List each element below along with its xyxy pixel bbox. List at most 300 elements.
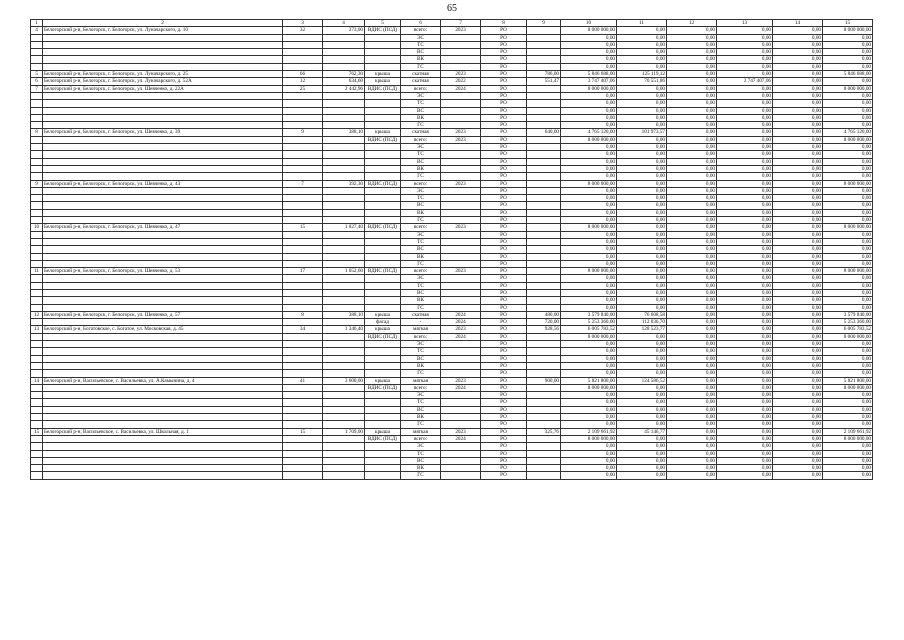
cell-col-4 [323, 472, 365, 479]
table-row [31, 457, 873, 464]
cell-col-12: 0,00 [667, 180, 717, 187]
cell-col-12: 0,00 [667, 144, 717, 151]
cell-col-2 [43, 217, 283, 224]
cell-col-4 [323, 399, 365, 406]
cell-col-9 [527, 180, 561, 187]
cell-col-10: 0,00 [561, 457, 617, 464]
cell-col-2: Белогорский р-н, Белогорск, г. Белогорск, ул. Шевченко, д. 43 [43, 180, 283, 187]
cell-col-5: ВДИС (ПСД) [365, 435, 401, 442]
table-row [31, 71, 873, 78]
cell-col-9 [527, 195, 561, 202]
cell-col-3: 41 [283, 377, 323, 384]
cell-col-4 [323, 246, 365, 253]
cell-col-3 [283, 202, 323, 209]
cell-col-3 [283, 443, 323, 450]
cell-col-7 [441, 158, 481, 165]
cell-col-12: 0,00 [667, 435, 717, 442]
cell-col-9: 480,00 [527, 311, 561, 318]
cell-col-7: 2023 [441, 224, 481, 231]
table-row [31, 231, 873, 238]
cell-col-9 [527, 92, 561, 99]
cell-col-14: 0,00 [773, 297, 823, 304]
cell-col-1: 10 [31, 224, 43, 231]
cell-col-15: 8 000 000,00 [823, 224, 873, 231]
table-row [31, 304, 873, 311]
cell-col-8: РО [481, 282, 527, 289]
cell-col-5: крыша [365, 428, 401, 435]
cell-col-15: 0,00 [823, 362, 873, 369]
cell-col-2 [43, 49, 283, 56]
cell-col-7: 2024 [441, 384, 481, 391]
cell-col-15: 8 000 000,00 [823, 85, 873, 92]
cell-col-14: 0,00 [773, 457, 823, 464]
cell-col-2 [43, 202, 283, 209]
cell-col-4 [323, 304, 365, 311]
cell-col-4 [323, 41, 365, 48]
cell-col-9 [527, 275, 561, 282]
cell-col-3 [283, 195, 323, 202]
table-row [31, 377, 873, 384]
cell-col-8: РО [481, 100, 527, 107]
cell-col-7: 2023 [441, 27, 481, 34]
cell-col-6: ЭС [401, 443, 441, 450]
cell-col-7 [441, 151, 481, 158]
cell-col-3 [283, 246, 323, 253]
cell-col-12: 0,00 [667, 100, 717, 107]
cell-col-9 [527, 435, 561, 442]
cell-col-4 [323, 275, 365, 282]
cell-col-6: ЭС [401, 144, 441, 151]
cell-col-13: 0,00 [717, 114, 773, 121]
cell-col-14: 0,00 [773, 253, 823, 260]
cell-col-3 [283, 450, 323, 457]
cell-col-9 [527, 173, 561, 180]
cell-col-10: 0,00 [561, 231, 617, 238]
cell-col-10: 0,00 [561, 49, 617, 56]
cell-col-13: 0,00 [717, 450, 773, 457]
cell-col-3 [283, 56, 323, 63]
cell-col-14: 0,00 [773, 392, 823, 399]
cell-col-7: 2023 [441, 428, 481, 435]
cell-col-13: 0,00 [717, 333, 773, 340]
cell-col-9 [527, 260, 561, 267]
cell-col-12: 0,00 [667, 348, 717, 355]
column-number-1: 1 [31, 20, 43, 27]
table-row [31, 49, 873, 56]
cell-col-15: 0,00 [823, 238, 873, 245]
table-row [31, 370, 873, 377]
cell-col-8: РО [481, 144, 527, 151]
cell-col-12: 0,00 [667, 202, 717, 209]
cell-col-11: 0,00 [617, 348, 667, 355]
cell-col-14: 0,00 [773, 289, 823, 296]
cell-col-8: РО [481, 399, 527, 406]
cell-col-1 [31, 122, 43, 129]
cell-col-14: 0,00 [773, 355, 823, 362]
cell-col-5 [365, 231, 401, 238]
cell-col-2 [43, 122, 283, 129]
cell-col-3: 7 [283, 180, 323, 187]
cell-col-15: 0,00 [823, 187, 873, 194]
cell-col-13: 0,00 [717, 144, 773, 151]
table-row [31, 165, 873, 172]
cell-col-12: 0,00 [667, 27, 717, 34]
cell-col-2 [43, 187, 283, 194]
cell-col-8: РО [481, 63, 527, 70]
cell-col-10: 3 747 407,06 [561, 78, 617, 85]
cell-col-6: скатная [401, 71, 441, 78]
cell-col-13: 0,00 [717, 165, 773, 172]
cell-col-6: ВС [401, 158, 441, 165]
cell-col-8: РО [481, 92, 527, 99]
table-row [31, 268, 873, 275]
cell-col-12: 0,00 [667, 297, 717, 304]
cell-col-15: 0,00 [823, 472, 873, 479]
cell-col-12: 0,00 [667, 209, 717, 216]
cell-col-15: 0,00 [823, 92, 873, 99]
cell-col-9 [527, 443, 561, 450]
table-row [31, 246, 873, 253]
cell-col-13: 0,00 [717, 56, 773, 63]
cell-col-4 [323, 457, 365, 464]
cell-col-15: 0,00 [823, 399, 873, 406]
cell-col-8: РО [481, 435, 527, 442]
cell-col-15: 0,00 [823, 49, 873, 56]
cell-col-4 [323, 297, 365, 304]
cell-col-3: 25 [283, 85, 323, 92]
cell-col-1 [31, 49, 43, 56]
cell-col-9 [527, 384, 561, 391]
cell-col-10: 0,00 [561, 34, 617, 41]
cell-col-12: 0,00 [667, 49, 717, 56]
cell-col-15: 0,00 [823, 231, 873, 238]
cell-col-12: 0,00 [667, 333, 717, 340]
cell-col-9 [527, 362, 561, 369]
cell-col-11: 0,00 [617, 362, 667, 369]
cell-col-12: 0,00 [667, 341, 717, 348]
cell-col-3 [283, 457, 323, 464]
cell-col-5 [365, 144, 401, 151]
cell-col-15: 8 000 000,00 [823, 268, 873, 275]
cell-col-7 [441, 450, 481, 457]
cell-col-2 [43, 472, 283, 479]
cell-col-11: 0,00 [617, 107, 667, 114]
table-row [31, 238, 873, 245]
cell-col-3 [283, 209, 323, 216]
cell-col-1 [31, 165, 43, 172]
cell-col-8: РО [481, 465, 527, 472]
cell-col-8: РО [481, 421, 527, 428]
table-row [31, 224, 873, 231]
cell-col-11: 128 523,77 [617, 326, 667, 333]
cell-col-7: 2023 [441, 377, 481, 384]
column-number-9: 9 [527, 20, 561, 27]
cell-col-9 [527, 187, 561, 194]
cell-col-7 [441, 370, 481, 377]
cell-col-12: 0,00 [667, 355, 717, 362]
cell-col-6: ВС [401, 49, 441, 56]
cell-col-11: 0,00 [617, 92, 667, 99]
cell-col-1 [31, 304, 43, 311]
cell-col-7 [441, 41, 481, 48]
cell-col-3 [283, 472, 323, 479]
cell-col-13: 0,00 [717, 435, 773, 442]
cell-col-4 [323, 333, 365, 340]
cell-col-13: 0,00 [717, 311, 773, 318]
table-row [31, 63, 873, 70]
cell-col-4 [323, 362, 365, 369]
cell-col-9: 900,00 [527, 377, 561, 384]
cell-col-15: 0,00 [823, 414, 873, 421]
cell-col-1: 6 [31, 78, 43, 85]
cell-col-1: 4 [31, 27, 43, 34]
cell-col-14: 0,00 [773, 421, 823, 428]
cell-col-7 [441, 472, 481, 479]
cell-col-7 [441, 202, 481, 209]
cell-col-11: 0,00 [617, 457, 667, 464]
cell-col-14: 0,00 [773, 384, 823, 391]
table-row [31, 428, 873, 435]
cell-col-12: 0,00 [667, 289, 717, 296]
cell-col-5 [365, 406, 401, 413]
cell-col-6: ЭС [401, 231, 441, 238]
cell-col-13: 0,00 [717, 34, 773, 41]
cell-col-2 [43, 435, 283, 442]
cell-col-4: 762,30 [323, 71, 365, 78]
cell-col-13: 0,00 [717, 406, 773, 413]
cell-col-13: 0,00 [717, 304, 773, 311]
cell-col-6: скатная [401, 311, 441, 318]
cell-col-8: РО [481, 107, 527, 114]
cell-col-7 [441, 165, 481, 172]
cell-col-15: 0,00 [823, 348, 873, 355]
cell-col-1 [31, 107, 43, 114]
cell-col-9 [527, 406, 561, 413]
cell-col-11: 0,00 [617, 333, 667, 340]
cell-col-10: 0,00 [561, 165, 617, 172]
cell-col-2 [43, 56, 283, 63]
cell-col-2 [43, 333, 283, 340]
cell-col-12: 0,00 [667, 414, 717, 421]
cell-col-12: 0,00 [667, 472, 717, 479]
cell-col-6: ТС [401, 100, 441, 107]
cell-col-14: 0,00 [773, 224, 823, 231]
cell-col-10: 4 765 120,00 [561, 129, 617, 136]
cell-col-5 [365, 92, 401, 99]
cell-col-5 [365, 56, 401, 63]
cell-col-1: 9 [31, 180, 43, 187]
column-number-10: 10 [561, 20, 617, 27]
cell-col-10: 0,00 [561, 355, 617, 362]
cell-col-9 [527, 224, 561, 231]
cell-col-1 [31, 246, 43, 253]
cell-col-1 [31, 195, 43, 202]
cell-col-7 [441, 399, 481, 406]
table-header [31, 20, 873, 27]
cell-col-14: 0,00 [773, 238, 823, 245]
cell-col-10: 5 846 688,00 [561, 71, 617, 78]
cell-col-1 [31, 319, 43, 326]
cell-col-2 [43, 158, 283, 165]
cell-col-10: 0,00 [561, 472, 617, 479]
cell-col-10: 0,00 [561, 122, 617, 129]
cell-col-5 [365, 260, 401, 267]
cell-col-13: 0,00 [717, 428, 773, 435]
cell-col-15: 0,00 [823, 260, 873, 267]
cell-col-8: РО [481, 158, 527, 165]
cell-col-11: 0,00 [617, 297, 667, 304]
cell-col-13: 0,00 [717, 92, 773, 99]
cell-col-4 [323, 435, 365, 442]
cell-col-10: 0,00 [561, 399, 617, 406]
cell-col-12: 0,00 [667, 282, 717, 289]
cell-col-9 [527, 122, 561, 129]
cell-col-12: 0,00 [667, 253, 717, 260]
cell-col-8: РО [481, 377, 527, 384]
cell-col-4 [323, 173, 365, 180]
cell-col-6: ГС [401, 304, 441, 311]
cell-col-13: 0,00 [717, 246, 773, 253]
column-number-5: 5 [365, 20, 401, 27]
cell-col-13: 0,00 [717, 362, 773, 369]
cell-col-10: 0,00 [561, 392, 617, 399]
column-number-7: 7 [441, 20, 481, 27]
cell-col-13: 0,00 [717, 443, 773, 450]
cell-col-14: 0,00 [773, 406, 823, 413]
cell-col-15: 0,00 [823, 304, 873, 311]
cell-col-14: 0,00 [773, 319, 823, 326]
cell-col-3: 15 [283, 224, 323, 231]
cell-col-11: 0,00 [617, 443, 667, 450]
cell-col-11: 124 586,52 [617, 377, 667, 384]
cell-col-8: РО [481, 384, 527, 391]
cell-col-15: 0,00 [823, 341, 873, 348]
cell-col-1 [31, 209, 43, 216]
cell-col-1 [31, 238, 43, 245]
cell-col-14: 0,00 [773, 414, 823, 421]
cell-col-13: 0,00 [717, 319, 773, 326]
cell-col-5 [365, 289, 401, 296]
cell-col-8: РО [481, 392, 527, 399]
table-row [31, 209, 873, 216]
cell-col-10: 0,00 [561, 348, 617, 355]
cell-col-1 [31, 144, 43, 151]
cell-col-14: 0,00 [773, 158, 823, 165]
cell-col-3 [283, 355, 323, 362]
cell-col-1 [31, 187, 43, 194]
cell-col-1: 11 [31, 268, 43, 275]
cell-col-6: ТС [401, 282, 441, 289]
table-row [31, 333, 873, 340]
cell-col-2 [43, 297, 283, 304]
cell-col-13: 3 747 407,06 [717, 78, 773, 85]
cell-col-4 [323, 421, 365, 428]
cell-col-7 [441, 362, 481, 369]
cell-col-15: 0,00 [823, 217, 873, 224]
cell-col-15: 8 000 000,00 [823, 435, 873, 442]
cell-col-13: 0,00 [717, 63, 773, 70]
table-row [31, 100, 873, 107]
cell-col-6: ВК [401, 414, 441, 421]
cell-col-9 [527, 282, 561, 289]
cell-col-15: 0,00 [823, 282, 873, 289]
cell-col-10: 8 000 000,00 [561, 268, 617, 275]
cell-col-6: ЭС [401, 92, 441, 99]
cell-col-12: 0,00 [667, 129, 717, 136]
cell-col-8: РО [481, 341, 527, 348]
cell-col-2 [43, 392, 283, 399]
table-row [31, 319, 873, 326]
cell-col-1: 7 [31, 85, 43, 92]
cell-col-10: 0,00 [561, 41, 617, 48]
table-row [31, 362, 873, 369]
cell-col-5 [365, 348, 401, 355]
cell-col-6: ВС [401, 355, 441, 362]
cell-col-1 [31, 282, 43, 289]
column-number-12: 12 [667, 20, 717, 27]
table-row [31, 392, 873, 399]
cell-col-6: ВС [401, 457, 441, 464]
cell-col-1 [31, 370, 43, 377]
cell-col-12: 0,00 [667, 122, 717, 129]
cell-col-11: 0,00 [617, 450, 667, 457]
cell-col-9 [527, 231, 561, 238]
cell-col-2 [43, 304, 283, 311]
cell-col-12: 0,00 [667, 457, 717, 464]
cell-col-9 [527, 304, 561, 311]
cell-col-15: 0,00 [823, 370, 873, 377]
cell-col-1 [31, 253, 43, 260]
cell-col-3 [283, 297, 323, 304]
cell-col-13: 0,00 [717, 377, 773, 384]
cell-col-2 [43, 384, 283, 391]
cell-col-2: Белогорский р-н, Белогорск, г. Белогорск, ул. Луначарского, д. 52А [43, 78, 283, 85]
cell-col-7 [441, 304, 481, 311]
cell-col-8: РО [481, 231, 527, 238]
cell-col-10: 6 005 783,52 [561, 326, 617, 333]
cell-col-15: 0,00 [823, 443, 873, 450]
cell-col-10: 0,00 [561, 238, 617, 245]
cell-col-4 [323, 165, 365, 172]
cell-col-5 [365, 63, 401, 70]
table-row [31, 78, 873, 85]
cell-col-5 [365, 465, 401, 472]
cell-col-14: 0,00 [773, 275, 823, 282]
cell-col-4 [323, 231, 365, 238]
cell-col-14: 0,00 [773, 27, 823, 34]
cell-col-12: 0,00 [667, 224, 717, 231]
cell-col-5: крыша [365, 377, 401, 384]
cell-col-12: 0,00 [667, 63, 717, 70]
cell-col-5 [365, 151, 401, 158]
cell-col-15: 0,00 [823, 392, 873, 399]
cell-col-5 [365, 41, 401, 48]
cell-col-3 [283, 217, 323, 224]
cell-col-11: 0,00 [617, 304, 667, 311]
cell-col-6: ВК [401, 297, 441, 304]
cell-col-11: 0,00 [617, 187, 667, 194]
cell-col-14: 0,00 [773, 348, 823, 355]
cell-col-3 [283, 114, 323, 121]
cell-col-1 [31, 457, 43, 464]
cell-col-4 [323, 238, 365, 245]
cell-col-6: всего: [401, 384, 441, 391]
cell-col-9 [527, 165, 561, 172]
cell-col-7 [441, 341, 481, 348]
cell-col-7 [441, 406, 481, 413]
cell-col-1 [31, 450, 43, 457]
cell-col-9: 786,00 [527, 71, 561, 78]
